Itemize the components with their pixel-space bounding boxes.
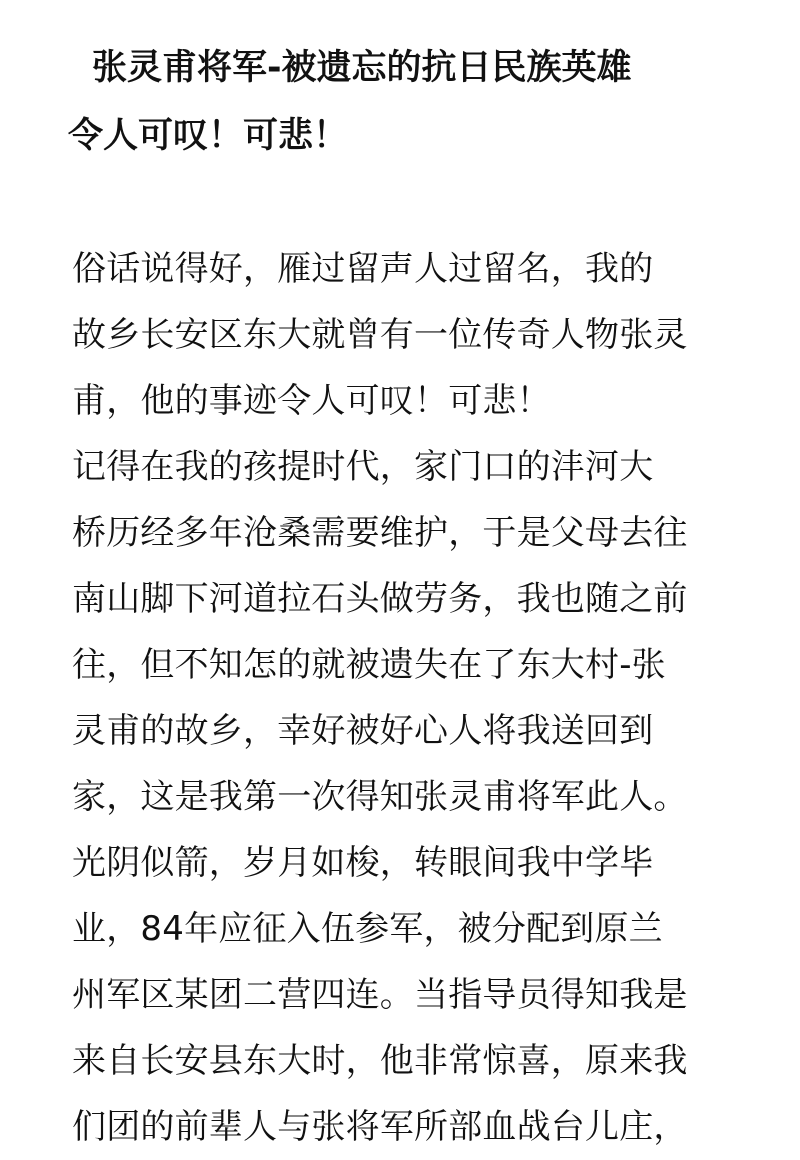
body-line-9: 家，这是我第一次得知张灵甫将军此人。: [72, 777, 688, 817]
body-line-14: 们团的前辈人与张将军所部血战台儿庄，: [72, 1107, 688, 1147]
body-line-1: 俗话说得好，雁过留声人过留名，我的: [72, 249, 654, 289]
body-line-13: 来自长安县东大时，他非常惊喜，原来我: [72, 1041, 688, 1081]
body-line-11: 业，84年应征入伍参军，被分配到原兰: [72, 909, 663, 949]
body-line-2: 故乡长安区东大就曾有一位传奇人物张灵: [72, 315, 688, 355]
body-line-6: 南山脚下河道拉石头做劳务，我也随之前: [72, 579, 688, 619]
body-line-12: 州军区某团二营四连。当指导员得知我是: [72, 975, 688, 1015]
body-line-8: 灵甫的故乡，幸好被好心人将我送回到: [72, 711, 654, 751]
article-title-line-2: 令人可叹！可悲！: [68, 116, 349, 156]
body-line-4: 记得在我的孩提时代，家门口的沣河大: [72, 447, 654, 487]
body-line-10: 光阴似箭，岁月如梭，转眼间我中学毕: [72, 843, 654, 883]
article-title-line-1: 张灵甫将军-被遗忘的抗日民族英雄: [92, 48, 632, 88]
body-line-3: 甫，他的事迹令人可叹！可悲！: [72, 381, 551, 421]
body-line-5: 桥历经多年沧桑需要维护，于是父母去往: [72, 513, 688, 553]
body-line-7: 往，但不知怎的就被遗失在了东大村-张: [72, 645, 666, 685]
